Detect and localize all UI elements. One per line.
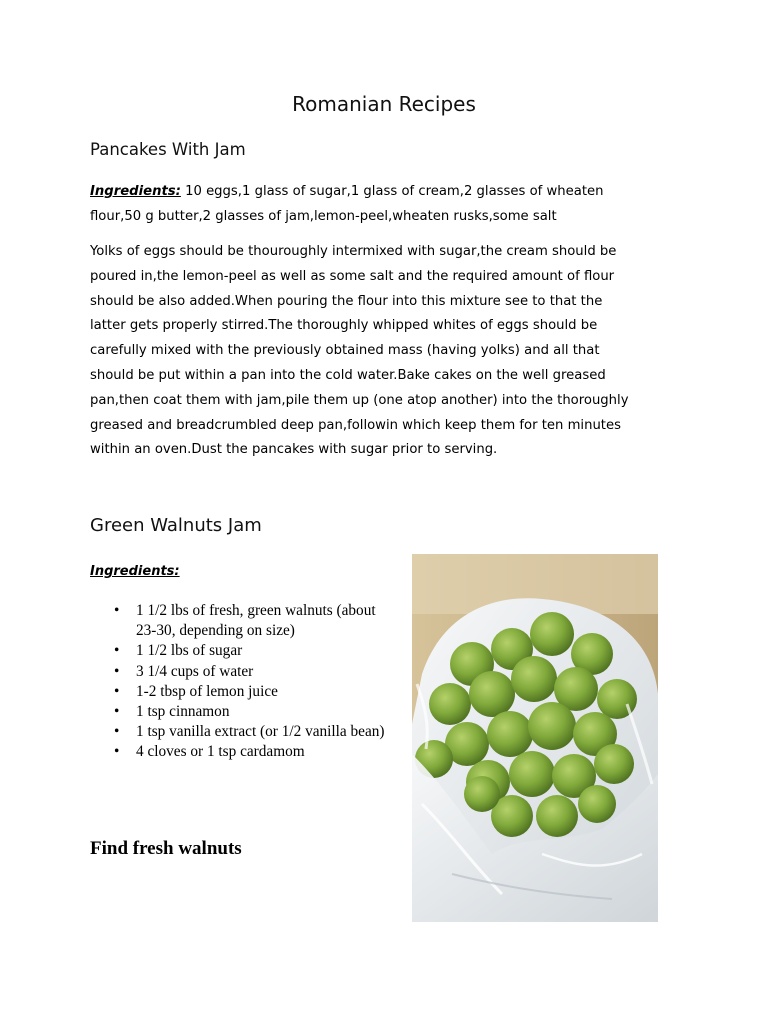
pancakes-heading: Pancakes With Jam	[90, 140, 246, 159]
walnuts-ingredient-list	[92, 601, 392, 763]
bullet-icon: •	[114, 602, 120, 619]
walnuts-ingredients-label: Ingredients:	[90, 564, 180, 579]
pancakes-ingredients	[90, 179, 650, 229]
walnuts-heading: Green Walnuts Jam	[90, 515, 262, 536]
find-walnuts-heading: Find fresh walnuts	[90, 838, 242, 859]
list-item: • 1 tsp cinnamon	[92, 702, 392, 722]
green-walnuts-photo	[412, 554, 658, 922]
list-item: • 1 tsp vanilla extract (or 1/2 vanilla bean)	[92, 722, 392, 742]
pancakes-ingredients-text: 10 eggs,1 glass of sugar,1 glass of cream,2 glasses of wheaten flour,50 g butter,2 glasses of jam,lemon-peel,wheaten rusks,some salt	[90, 184, 604, 224]
list-item: • 1-2 tbsp of lemon juice	[92, 682, 392, 702]
list-item: • 1 1/2 lbs of sugar	[92, 641, 392, 661]
bullet-icon: •	[114, 642, 120, 660]
list-item: • 1 1/2 lbs of fresh, green walnuts (about 23-30, depending on size)	[114, 602, 376, 640]
pancakes-method: Yolks of eggs should be thouroughly intermixed with sugar,the cream should be poured in,the lemon-peel as well as some salt and the required amount of flour should be also added.When pouring the flour into this mixture see to that the latter gets properly stirred.The thoroughly whipped whites of eggs should be carefully mixed with the previously obtained mass (having yolks) and all that should be put within a pan into the cold water.Bake cakes on the well greased pan,then coat them with jam,pile them up (one atop another) into the thoroughly greased and breadcrumbled deep pan,followin which keep them for ten minutes within an oven.Dust the pancakes with sugar prior to serving.	[90, 244, 629, 458]
list-item: • 3 1/4 cups of water	[92, 662, 392, 682]
bullet-icon: •	[114, 682, 120, 700]
pancakes-ingredients-label: Ingredients:	[90, 184, 181, 199]
page-title: Romanian Recipes	[292, 92, 476, 116]
walnuts-in-bag-icon	[412, 554, 658, 922]
bullet-icon: •	[114, 662, 120, 680]
bullet-icon: •	[114, 743, 120, 761]
bullet-icon: •	[114, 723, 120, 741]
bullet-icon: •	[114, 703, 120, 721]
list-item: • 4 cloves or 1 tsp cardamom	[92, 742, 392, 762]
